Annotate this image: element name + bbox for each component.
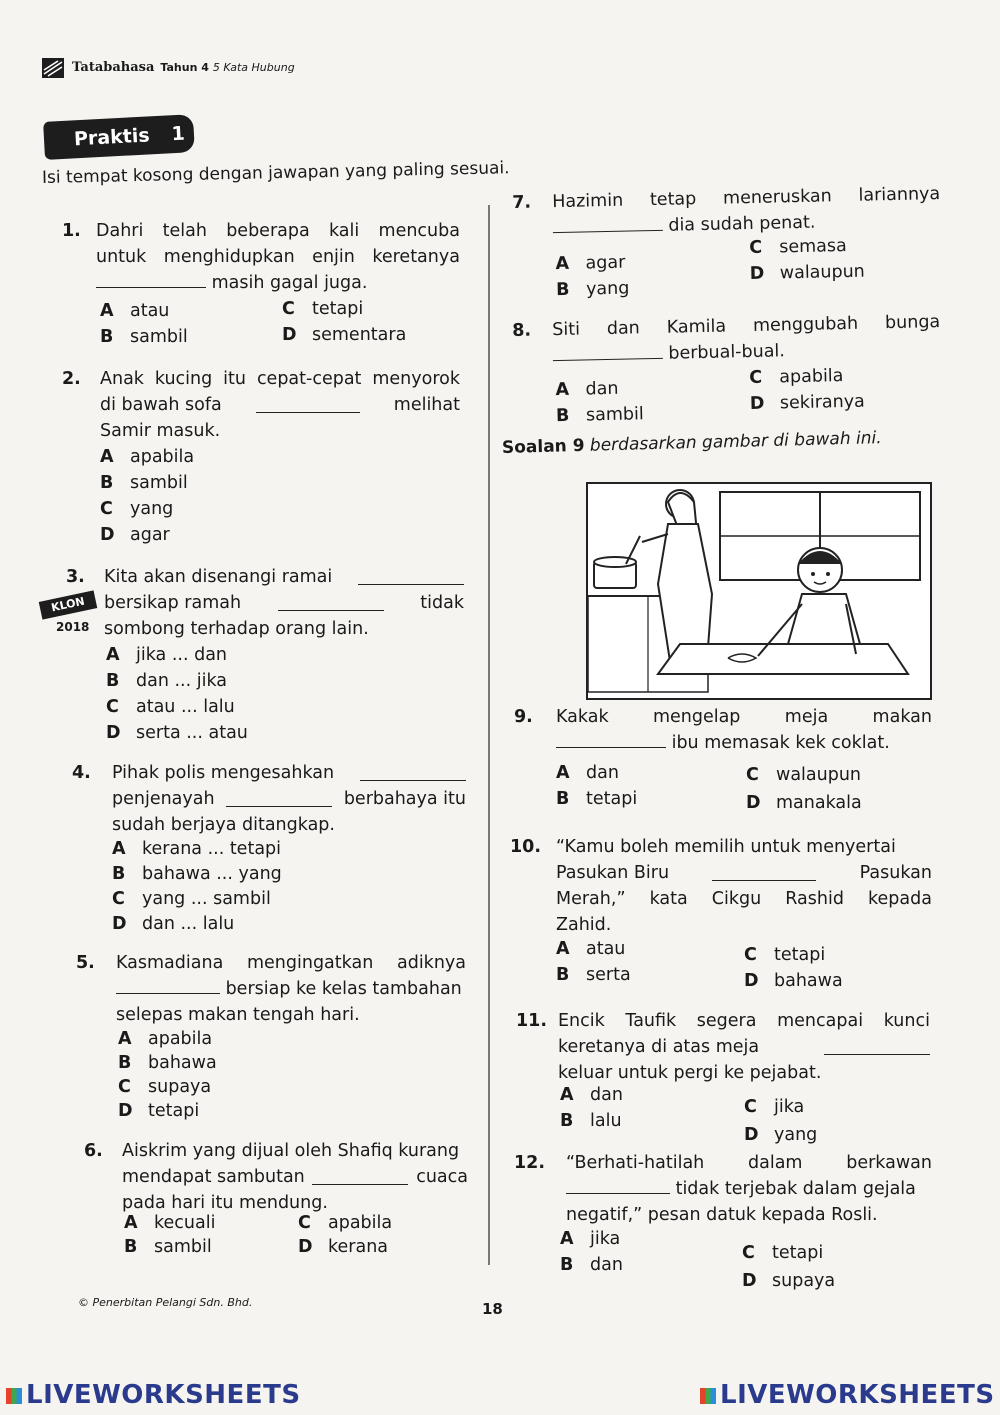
answer-blank[interactable] (226, 792, 332, 807)
picture-instruction: Soalan 9 berdasarkan gambar di bawah ini. (501, 428, 882, 458)
chapter-title: 5 Kata Hubung (212, 61, 295, 74)
option-a[interactable]: A dan (556, 763, 619, 783)
option-d[interactable]: D bahawa (744, 971, 843, 991)
book-title: Tatabahasa (72, 60, 155, 75)
praktis-label: Praktis (73, 124, 151, 151)
answer-blank[interactable] (278, 596, 384, 611)
answer-blank[interactable] (96, 273, 206, 288)
option-b[interactable]: B sambil (124, 1237, 212, 1257)
question-7: 7. Hazimin tetap meneruskan lariannya dia sudah penat. A agar B yang C semasa D walaupun (512, 181, 942, 190)
question-number: 10. (510, 837, 542, 857)
liveworksheets-logo-left: LIVEWORKSHEETS (6, 1380, 301, 1410)
option-c[interactable]: C apabila (298, 1213, 393, 1233)
option-c[interactable]: C yang ... sambil (112, 889, 271, 909)
question-number: 11. (516, 1011, 548, 1031)
copyright: © Penerbitan Pelangi Sdn. Bhd. (78, 1296, 253, 1309)
answer-blank[interactable] (256, 398, 360, 413)
question-number: 6. (84, 1141, 103, 1161)
answer-blank[interactable] (116, 979, 220, 994)
option-c[interactable]: C semasa (749, 236, 847, 259)
option-c[interactable]: C atau ... lalu (106, 697, 235, 717)
option-a[interactable]: A dan (555, 378, 619, 401)
option-a[interactable]: A kecuali (124, 1213, 216, 1233)
question-8: 8. Siti dan Kamila menggubah bunga berbual-bual. A dan B sambil C apabila D sekiranya (512, 309, 942, 318)
question-number: 2. (62, 369, 81, 389)
answer-blank[interactable] (556, 733, 666, 748)
answer-blank[interactable] (824, 1040, 930, 1055)
option-a[interactable]: A agar (555, 252, 626, 275)
answer-blank[interactable] (553, 344, 663, 361)
answer-blank[interactable] (712, 866, 816, 881)
option-c[interactable]: C jika (744, 1097, 805, 1117)
question-text: Dahri telah beberapa kali mencuba (96, 221, 460, 241)
question-number: 1. (62, 221, 81, 241)
option-d[interactable]: D sekiranya (749, 391, 866, 415)
option-d[interactable]: D walaupun (749, 261, 866, 285)
option-b[interactable]: B bahawa ... yang (112, 864, 282, 884)
option-c[interactable]: C tetapi (744, 945, 826, 965)
option-d[interactable]: D tetapi (118, 1101, 200, 1121)
option-b[interactable]: B yang (555, 278, 630, 301)
option-d[interactable]: D agar (100, 525, 170, 545)
answer-blank[interactable] (566, 1179, 670, 1194)
page-number: 18 (482, 1300, 503, 1318)
option-b[interactable]: B serta (556, 965, 631, 985)
book-year: Tahun 4 (160, 61, 209, 74)
option-b[interactable]: B sambil (555, 404, 644, 427)
publisher-logo-icon (42, 58, 64, 78)
question-number: 7. (512, 192, 532, 213)
option-c[interactable]: C yang (100, 499, 174, 519)
option-a[interactable]: A atau (556, 939, 626, 959)
question-number: 9. (514, 707, 533, 727)
klon-badge: KLON (39, 590, 98, 619)
option-b[interactable]: B sambil (100, 327, 188, 347)
column-divider (488, 205, 490, 1265)
question-number: 5. (76, 953, 95, 973)
option-c[interactable]: C walaupun (746, 765, 862, 785)
option-b[interactable]: B tetapi (556, 789, 638, 809)
option-b[interactable]: B dan (560, 1255, 623, 1275)
option-b[interactable]: B lalu (560, 1111, 622, 1131)
option-a[interactable]: A apabila (118, 1029, 213, 1049)
option-c[interactable]: C tetapi (742, 1243, 824, 1263)
answer-blank[interactable] (358, 570, 464, 585)
option-d[interactable]: D serta ... atau (106, 723, 248, 743)
option-b[interactable]: B sambil (100, 473, 188, 493)
option-d[interactable]: D yang (744, 1125, 818, 1145)
option-a[interactable]: A apabila (100, 447, 195, 467)
option-a[interactable]: A jika (560, 1229, 621, 1249)
option-d[interactable]: D dan ... lalu (112, 914, 235, 934)
option-a[interactable]: A dan (560, 1085, 623, 1105)
option-d[interactable]: D kerana (298, 1237, 389, 1257)
praktis-number: 1 (171, 122, 186, 146)
question-number: 4. (72, 763, 91, 783)
page-header (72, 60, 295, 75)
instruction: Isi tempat kosong dengan jawapan yang paling sesuai. (41, 158, 510, 188)
option-a[interactable]: A jika ... dan (106, 645, 228, 665)
liveworksheets-icon (6, 1388, 22, 1404)
option-d[interactable]: D supaya (742, 1271, 836, 1291)
option-b[interactable]: B dan ... jika (106, 671, 228, 691)
question-number: 12. (514, 1153, 546, 1173)
option-b[interactable]: B bahawa (118, 1053, 217, 1073)
question-number: 3. (66, 567, 85, 587)
option-c[interactable]: C supaya (118, 1077, 212, 1097)
option-c[interactable]: C apabila (749, 366, 844, 389)
klon-year: 2018 (56, 620, 90, 634)
answer-blank[interactable] (312, 1170, 408, 1185)
option-c[interactable]: C tetapi (282, 299, 364, 319)
kitchen-illustration (586, 482, 932, 700)
option-d[interactable]: D sementara (282, 325, 407, 345)
praktis-badge (43, 114, 195, 160)
question-number: 8. (512, 320, 532, 341)
option-d[interactable]: D manakala (746, 793, 862, 813)
liveworksheets-logo-right: LIVEWORKSHEETS (700, 1380, 995, 1410)
option-a[interactable]: A kerana ... tetapi (112, 839, 282, 859)
liveworksheets-icon (700, 1388, 716, 1404)
option-a[interactable]: A atau (100, 301, 170, 321)
answer-blank[interactable] (553, 216, 663, 233)
answer-blank[interactable] (360, 766, 466, 781)
